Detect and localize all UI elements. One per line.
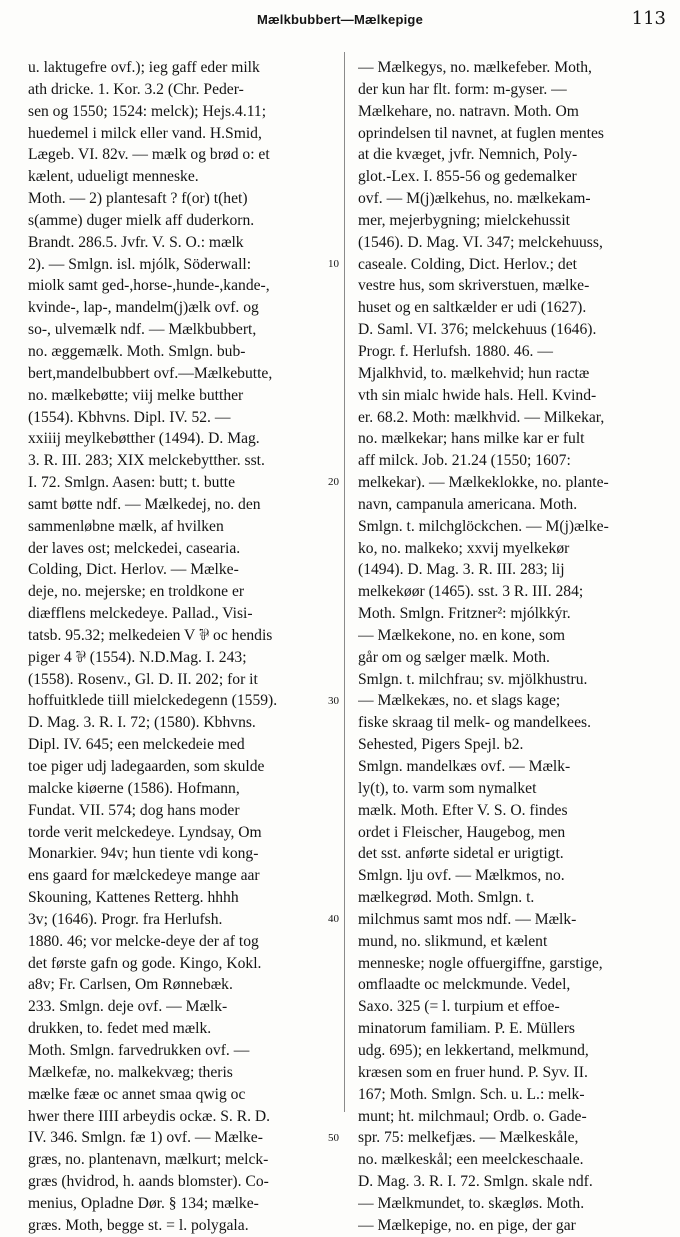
page-number: 113 [631, 8, 666, 29]
text-line: aff milck. Job. 21.24 (1550; 1607: [358, 452, 571, 470]
text-line: kælent, udueligt menneske. [28, 168, 199, 186]
text-line: græs (hvidrod, h. aands blomster). Co- [28, 1173, 269, 1191]
text-line: huedemel i milck eller vand. H.Smid, [28, 124, 262, 142]
text-line: Monarkier. 94v; hun tiente vdi kong- [28, 845, 259, 863]
text-line: ens gaard for mælckedeye mange aar [28, 867, 260, 885]
text-line: mer, mejerbygning; mielckehussit [358, 211, 571, 229]
text-line: u. laktugefre ovf.); ieg gaff eder milk [28, 59, 260, 76]
text-line: sen og 1550; 1524: melck); Hejs.4.11; [28, 102, 267, 120]
text-line: miolk samt ged-,horse-,hunde-,kande-, [28, 277, 270, 295]
text-line: Fundat. VII. 574; dog hans moder [28, 801, 240, 819]
text-line: no. æggemælk. Moth. Smlgn. bub- [28, 342, 246, 360]
text-line: vestre hus, som skriverstuen, mælke- [358, 277, 590, 295]
text-line: huset og en saltkælder er udi (1627). [358, 299, 587, 317]
right-column [358, 57, 670, 1237]
text-line: er. 68.2. Moth: mælkhvid. — Milkekar, [358, 408, 605, 426]
text-line: caseale. Colding, Dict. Herlov.; det [358, 255, 577, 273]
text-line: at die kvæget, jvfr. Nemnich, Poly- [358, 146, 578, 164]
text-line: kræsen som en fruer hund. P. Syv. II. [358, 1063, 588, 1081]
text-line: — Mælkmundet, to. skægløs. Moth. [358, 1194, 585, 1212]
text-line: mælke fææ oc annet smaa qwig oc [28, 1085, 246, 1103]
text-line: det sst. anførte sidetal er urigtigt. [358, 845, 564, 863]
text-line: (1494). D. Mag. 3. R. III. 283; lij [358, 561, 565, 579]
text-line: diæfflens melckedeye. Pallad., Visi- [28, 605, 253, 623]
text-line: ko, no. malkeko; xxvij myelkekør [358, 539, 570, 557]
text-line: Moth. Smlgn. Fritzner²: mjólkkýr. [358, 605, 571, 623]
text-line: omflaadte oc melckmunde. Vedel, [358, 976, 571, 994]
text-line: I. 72. Smlgn. Aasen: butt; t. butte [28, 474, 236, 492]
line-number-marker: 10 [328, 257, 339, 270]
text-line: 233. Smlgn. deje ovf. — Mælk- [28, 998, 228, 1016]
text-line: Mjalkhvid, to. mælkehvid; hun ractæ [358, 364, 590, 382]
text-line: kvinde-, lap-, mandelm(j)ælk ovf. og [28, 299, 259, 317]
text-line: mund, no. slikmund, et kælent [358, 932, 548, 950]
text-line: Dipl. IV. 645; een melckedeie med [28, 736, 245, 754]
text-line: græs, no. plantenavn, mælkurt; melck- [28, 1151, 269, 1169]
text-line: 3v; (1646). Progr. fra Herlufsh. [28, 910, 223, 928]
text-line: malcke kiøerne (1586). Hofmann, [28, 779, 240, 797]
text-line: Mælkefæ, no. malkekvæg; theris [28, 1063, 233, 1081]
text-line: udg. 695); en lekkertand, melkmund, [358, 1041, 589, 1059]
running-head: Mælkbubbert—Mælkepige [257, 12, 423, 27]
text-line: so-, ulvemælk ndf. — Mælkbubbert, [28, 321, 257, 339]
text-line: Progr. f. Herlufsh. 1880. 46. — [358, 342, 553, 360]
text-line: menneske; nogle offuergiffne, garstige, [358, 954, 603, 972]
text-line: ath dricke. 1. Kor. 3.2 (Chr. Peder- [28, 80, 244, 98]
text-line: — Mælkegys, no. mælkefeber. Moth, [358, 59, 592, 76]
text-line: Smlgn. lju ovf. — Mælkmos, no. [358, 867, 565, 885]
text-line: D. Saml. VI. 376; melckehuus (1646). [358, 321, 597, 339]
text-line: tatsb. 95.32; melkedeien V ⅌ oc hendis [28, 626, 273, 644]
text-line: deje, no. mejerske; en troldkone er [28, 583, 245, 601]
line-number-marker: 30 [328, 694, 339, 707]
text-line: Sehested, Pigers Spejl. b2. [358, 736, 524, 754]
text-line: Saxo. 325 (= l. turpium et effoe- [358, 998, 560, 1016]
text-line: no. mælkeskål; een meelckeschaale. [358, 1151, 584, 1169]
text-line: ovf. — M(j)ælkehus, no. mælkekam- [358, 190, 591, 208]
text-line: 3. R. III. 283; XIX melckebytther. sst. [28, 452, 265, 470]
text-line: munt; ht. milchmaul; Ordb. o. Gade- [358, 1107, 587, 1125]
text-line: Skouning, Kattenes Retterg. hhhh [28, 889, 239, 907]
page-header [0, 8, 680, 32]
text-line: Brandt. 286.5. Jvfr. V. S. O.: mælk [28, 233, 244, 251]
text-line: Smlgn. t. milchglöckchen. — M(j)ælke- [358, 517, 609, 535]
text-line: D. Mag. 3. R. I. 72; (1580). Kbhvns. [28, 714, 256, 732]
text-line: minatorum familiam. P. E. Müllers [358, 1020, 575, 1038]
text-line: torde verit melckedeye. Lyndsay, Om [28, 823, 262, 841]
text-line: mælk. Moth. Efter V. S. O. findes [358, 801, 568, 819]
text-line: det første gafn og gode. Kingo, Kokl. [28, 954, 262, 972]
text-line: oprindelsen til navnet, at fuglen mentes [358, 124, 604, 142]
text-line: menius, Opladne Dør. § 134; mælke- [28, 1194, 259, 1212]
text-line: glot.-Lex. I. 855-56 og gedemalker [358, 168, 577, 186]
text-line: milchmus samt mos ndf. — Mælk- [358, 910, 577, 928]
text-line: — Mælkekæs, no. et slags kage; [358, 692, 561, 710]
text-line: xxiiij meylkebøtther (1494). D. Mag. [28, 430, 260, 448]
line-number-marker: 50 [328, 1131, 339, 1144]
text-line: Smlgn. t. milchfrau; sv. mjölkhustru. [358, 670, 588, 688]
text-line: Moth. — 2) plantesaft ? f(or) t(het) [28, 190, 248, 208]
text-line: no. mælkebøtte; viij melke butther [28, 386, 244, 404]
line-number-marker: 20 [328, 476, 339, 489]
text-line: ly(t), to. varm som nymalket [358, 779, 537, 797]
text-line: mælkegrød. Moth. Smlgn. t. [358, 889, 535, 907]
text-line: Smlgn. mandelkæs ovf. — Mælk- [358, 758, 571, 775]
text-line: 167; Moth. Smlgn. Sch. u. L.: melk- [358, 1085, 585, 1103]
text-line: græs. Moth, begge st. = l. polygala. [28, 1216, 249, 1234]
text-line: (1546). D. Mag. VI. 347; melckehuuss, [358, 233, 603, 251]
text-line: ordet i Fleischer, Haugebog, men [358, 823, 566, 841]
text-line: Mælkehare, no. natravn. Moth. Om [358, 102, 579, 120]
left-column [28, 57, 328, 1237]
text-line: IV. 346. Smlgn. fæ 1) ovf. — Mælke- [28, 1129, 263, 1147]
text-line: toe piger udj ladegaarden, som skulde [28, 758, 265, 775]
text-line: (1554). Kbhvns. Dipl. IV. 52. — [28, 408, 231, 426]
text-line: samt bøtte ndf. — Mælkedej, no. den [28, 495, 261, 513]
text-line: — Mælkepige, no. en pige, der gar [358, 1216, 576, 1234]
text-line: spr. 75: melkefjæs. — Mælkeskåle, [358, 1129, 579, 1147]
text-line: navn, campanula americana. Moth. [358, 495, 578, 513]
text-line: D. Mag. 3. R. I. 72. Smlgn. skale ndf. [358, 1173, 593, 1191]
text-line: sammenløbne mælk, af hvilken [28, 517, 224, 535]
text-line: fiske skraag til melk- og mandelkees. [358, 714, 591, 732]
text-line: 1880. 46; vor melcke-deye der af tog [28, 932, 259, 950]
text-line: 2). — Smlgn. isl. mjólk, Söderwall: [28, 255, 252, 273]
text-line: der laves ost; melckedei, casearia. [28, 539, 241, 557]
text-line: s(amme) duger mielk aff duderkorn. [28, 211, 255, 229]
text-line: — Mælkekone, no. en kone, som [358, 626, 566, 644]
text-line: no. mælkekar; hans milke kar er fult [358, 430, 585, 448]
text-line: a8v; Fr. Carlsen, Om Rønnebæk. [28, 976, 233, 994]
text-line: drukken, to. fedet med mælk. [28, 1020, 212, 1038]
text-line: går om og sælger mælk. Moth. [358, 648, 550, 666]
text-line: Moth. Smlgn. farvedrukken ovf. — [28, 1041, 250, 1059]
text-line: piger 4 ⅌ (1554). N.D.Mag. I. 243; [28, 648, 247, 666]
text-line: hoffuitklede tiill mielckedegenn (1559). [28, 692, 278, 710]
text-line: hwer there IIII arbeydis ockæ. S. R. D. [28, 1107, 271, 1125]
text-line: melkekar). — Mælkeklokke, no. plante- [358, 474, 609, 492]
text-line: Colding, Dict. Herlov. — Mælke- [28, 561, 239, 579]
text-line: (1558). Rosenv., Gl. D. II. 202; for it [28, 670, 258, 688]
text-line: Lægeb. VI. 82v. — mælk og brød o: et [28, 146, 270, 164]
column-divider [344, 52, 345, 1112]
text-line: der kun har flt. form: m-gyser. — [358, 80, 567, 98]
line-number-marker: 40 [328, 913, 339, 926]
text-line: melkekøør (1465). sst. 3 R. III. 284; [358, 583, 584, 601]
text-line: bert,mandelbubbert ovf.—Mælkebutte, [28, 364, 273, 382]
text-line: vth sin mialc hwide hals. Hell. Kvind- [358, 386, 597, 404]
